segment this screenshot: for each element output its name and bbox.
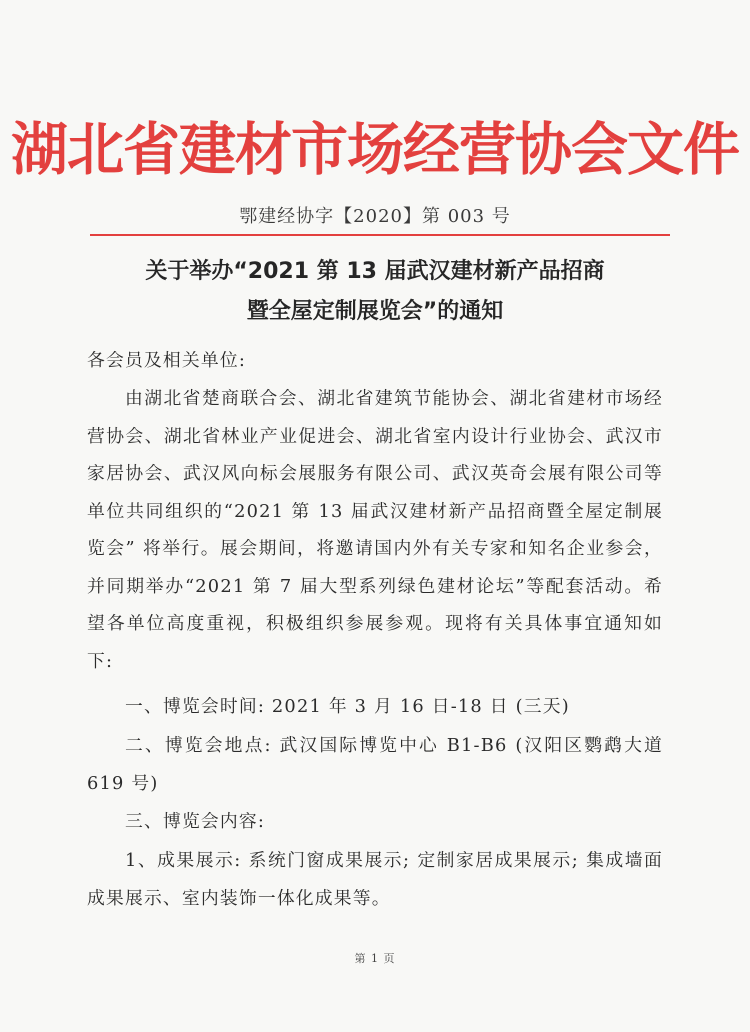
item-achievement-display: 1、成果展示: 系统门窗成果展示; 定制家居成果展示; 集成墙面成果展示、室内装饰一体化成果等。 [87, 850, 663, 909]
masthead-title: 湖北省建材市场经营协会文件 [11, 117, 739, 183]
document-number: 鄂建经协字【2020】第 003 号 [239, 206, 511, 227]
page-number: 第 1 页 [354, 952, 396, 965]
notice-title-line-2: 暨全屋定制展览会”的通知 [246, 299, 504, 324]
item-content-heading: 三、博览会内容: [125, 811, 266, 832]
red-divider-line [90, 234, 670, 236]
item-time: 一、博览会时间: 2021 年 3 月 16 日-18 日 (三天) [125, 696, 570, 717]
notice-title-line-1: 关于举办“2021 第 13 届武汉建材新产品招商 [145, 259, 605, 284]
body-paragraph: 由湖北省楚商联合会、湖北省建筑节能协会、湖北省建材市场经营协会、湖北省林业产业促进会、湖北省室内设计行业协会、武汉市家居协会、武汉风向标会展服务有限公司、武汉英奇会展有限公司等单位共同组织的“2021 第 13 届武汉建材新产品招商暨全屋定制展览会” 将举行。展会期间，将邀请国内外有关专家和知名企业参会，并同期举办“2021 第 7 届大型系列绿色建材论坛”等配套活动。希望各单位高度重视，积极组织参展参观。现将有关具体事宜通知如下: [87, 388, 663, 672]
item-location: 二、博览会地点: 武汉国际博览中心 B1-B6 (汉阳区鹦鹉大道 619 号) [87, 735, 663, 794]
salutation: 各会员及相关单位: [87, 350, 247, 371]
